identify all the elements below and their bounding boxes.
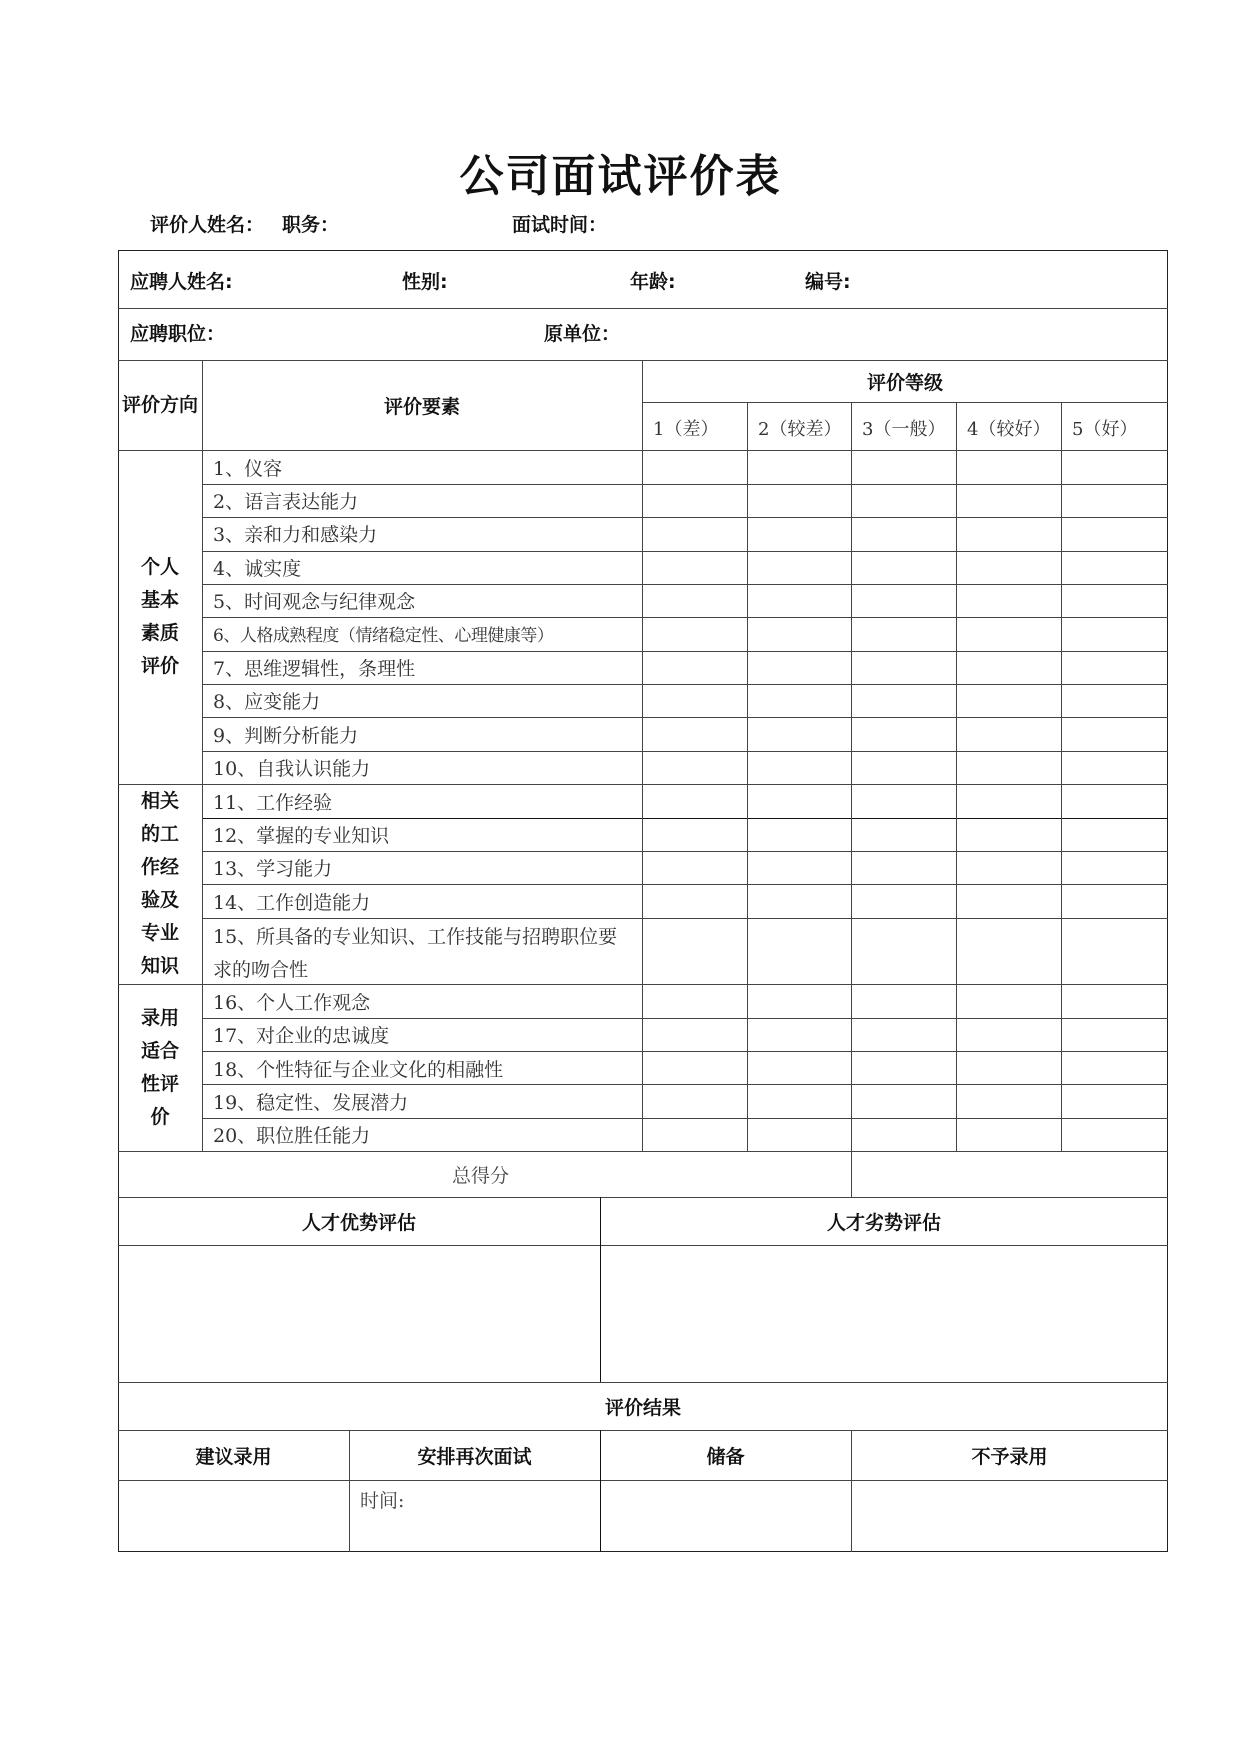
column-divider <box>1061 402 1062 1151</box>
factor-item: 15、所具备的专业知识、工作技能与招聘职位要求的吻合性 <box>213 926 618 981</box>
weakness-header: 人才劣势评估 <box>826 1211 941 1234</box>
row-divider <box>202 517 1168 518</box>
number-label: 编号: <box>805 271 851 293</box>
age-label: 年龄: <box>630 271 676 293</box>
page-title: 公司面试评价表 <box>459 151 782 202</box>
column-divider <box>349 1430 350 1552</box>
divider <box>118 450 1168 451</box>
row-divider <box>202 684 1168 685</box>
column-divider <box>600 1197 601 1382</box>
applied-position-label: 应聘职位： <box>130 323 226 345</box>
factor-item: 17、对企业的忠诚度 <box>213 1025 390 1047</box>
row-divider <box>202 717 1168 718</box>
grade-header: 评价等级 <box>866 371 943 394</box>
factor-item: 6、人格成熟程度（情绪稳定性、心理健康等） <box>213 626 554 646</box>
grade-level: 5（好） <box>1072 419 1138 440</box>
factor-item: 18、个性特征与企业文化的相融性 <box>213 1059 504 1081</box>
factor-item: 10、自我认识能力 <box>213 758 371 780</box>
column-divider <box>956 402 957 1151</box>
row-divider <box>202 851 1168 852</box>
row-divider <box>118 784 1168 785</box>
grade-level: 1（差） <box>653 419 719 440</box>
divider <box>118 1245 1168 1246</box>
factor-header: 评价要素 <box>383 395 460 418</box>
factor-item: 13、学习能力 <box>213 858 333 880</box>
evaluator-name-label: 评价人姓名： <box>150 214 265 236</box>
row-divider <box>202 584 1168 585</box>
row-divider <box>202 651 1168 652</box>
factor-item: 7、思维逻辑性，条理性 <box>213 658 416 680</box>
group-label-basic-quality: 个人基本素质评价 <box>140 556 179 677</box>
factor-item: 3、亲和力和感染力 <box>213 524 378 546</box>
row-divider <box>202 1051 1168 1052</box>
interview-time-label: 面试时间： <box>512 214 608 236</box>
strength-header: 人才优势评估 <box>301 1211 416 1234</box>
gender-label: 性别: <box>402 271 448 293</box>
column-divider <box>202 360 203 1151</box>
group-label-suitability: 录用适合性评价 <box>140 1006 179 1128</box>
result-option-reject: 不予录用 <box>971 1445 1048 1468</box>
row-divider <box>202 751 1168 752</box>
row-divider <box>202 1018 1168 1019</box>
divider <box>118 308 1168 309</box>
factor-item: 11、工作经验 <box>213 792 333 814</box>
row-divider <box>202 617 1168 618</box>
row-divider <box>202 884 1168 885</box>
direction-header: 评价方向 <box>121 393 198 416</box>
result-option-reinterview: 安排再次面试 <box>417 1445 532 1468</box>
row-divider <box>202 1118 1168 1119</box>
reinterview-time-label: 时间: <box>360 1490 405 1512</box>
row-divider <box>118 1151 1168 1152</box>
evaluator-position-label: 职务： <box>282 214 340 236</box>
row-divider <box>118 984 1168 985</box>
factor-item: 5、时间观念与纪律观念 <box>213 591 416 613</box>
column-divider <box>642 360 643 1151</box>
factor-item: 9、判断分析能力 <box>213 725 359 747</box>
column-divider <box>600 1430 601 1552</box>
factor-item: 2、语言表达能力 <box>213 491 359 513</box>
factor-item: 16、个人工作观念 <box>213 992 371 1014</box>
factor-item: 4、诚实度 <box>213 558 302 580</box>
column-divider <box>747 402 748 1151</box>
factor-item: 20、职位胜任能力 <box>213 1125 371 1147</box>
grade-level: 4（较好） <box>967 419 1051 440</box>
row-divider <box>202 818 1168 819</box>
factor-item: 19、稳定性、发展潜力 <box>213 1092 409 1114</box>
factor-item: 8、应变能力 <box>213 691 321 713</box>
applicant-name-label: 应聘人姓名: <box>130 271 233 293</box>
divider <box>118 1480 1168 1481</box>
row-divider <box>202 1084 1168 1085</box>
grade-level: 2（较差） <box>758 419 842 440</box>
result-option-hire: 建议录用 <box>195 1445 272 1468</box>
column-divider <box>851 1430 852 1552</box>
total-score-label: 总得分 <box>452 1165 510 1187</box>
row-divider <box>202 918 1168 919</box>
factor-item: 12、掌握的专业知识 <box>213 825 390 847</box>
group-label-experience: 相关的工作经验及专业知识 <box>140 790 179 977</box>
row-divider <box>202 551 1168 552</box>
result-option-reserve: 储备 <box>706 1445 745 1468</box>
column-divider <box>851 402 852 1197</box>
divider <box>642 402 1168 403</box>
factor-item: 1、仪容 <box>213 458 283 480</box>
previous-unit-label: 原单位： <box>544 323 621 345</box>
factor-item: 14、工作创造能力 <box>213 892 371 914</box>
result-header: 评价结果 <box>604 1396 681 1419</box>
row-divider <box>202 484 1168 485</box>
grade-level: 3（一般） <box>862 419 946 440</box>
